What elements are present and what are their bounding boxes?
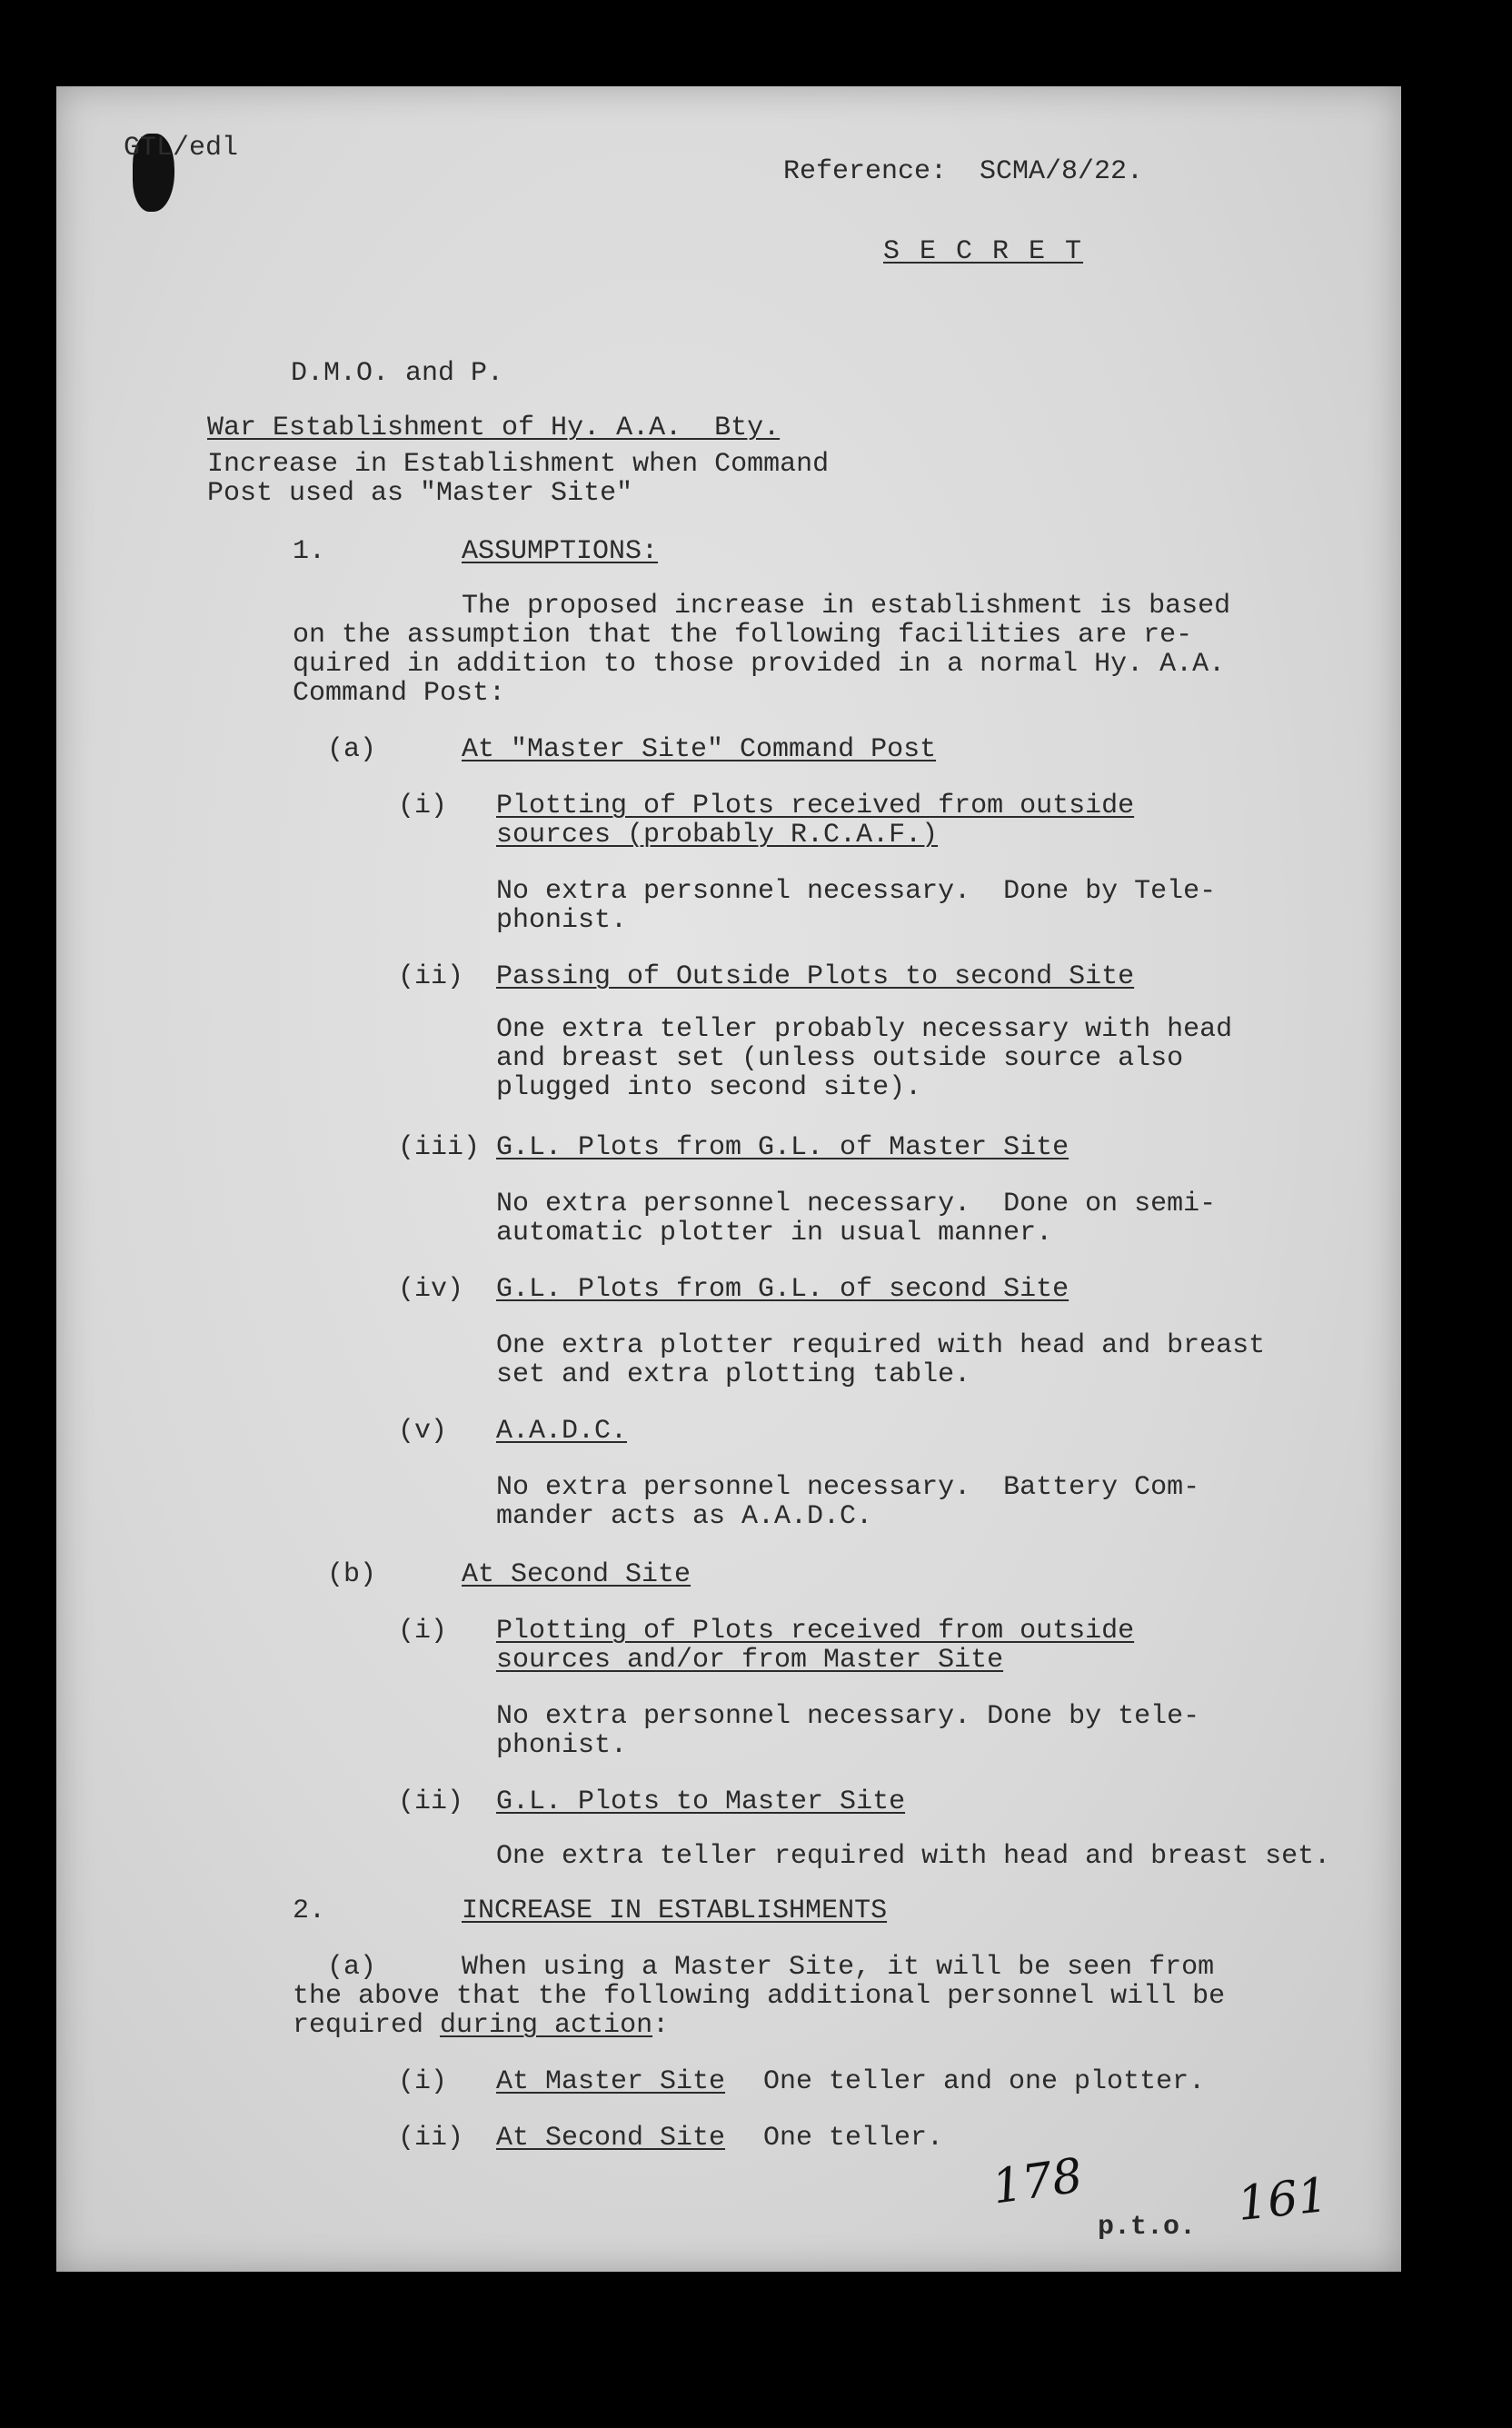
subsection-a-heading: At "Master Site" Command Post [462, 734, 937, 765]
item-title: A.A.D.C. [496, 1416, 628, 1447]
item-title: Plotting of Plots received from outside [496, 1616, 1135, 1647]
subsection-a-label: (a) [327, 734, 377, 765]
section-2-text: the above that the following additional personnel will be [293, 1981, 1226, 2012]
section-2-emphasis: during action [440, 2010, 653, 2041]
section-2-text-lead: required [293, 2010, 441, 2041]
intro-line: on the assumption that the following facilities are re- [293, 620, 1193, 651]
item-text: One extra plotter required with head and breast [496, 1330, 1266, 1361]
item-text: One teller and one plotter. [763, 2066, 1206, 2097]
item-title: At Second Site [496, 2123, 726, 2154]
item-number: (iii) [398, 1132, 481, 1163]
intro-line: The proposed increase in establishment is based [462, 591, 1231, 622]
item-text: No extra personnel necessary. Done on semi- [496, 1189, 1217, 1219]
item-text: set and extra plotting table. [496, 1359, 971, 1390]
section-2-number: 2. [293, 1896, 326, 1926]
item-text: and breast set (unless outside source also [496, 1043, 1184, 1074]
item-title: G.L. Plots from G.L. of second Site [496, 1274, 1069, 1305]
item-number: (i) [398, 2066, 448, 2097]
item-text: phonist. [496, 1730, 628, 1761]
item-number: (i) [398, 1616, 448, 1647]
subsection-b-heading: At Second Site [462, 1559, 691, 1590]
item-text: No extra personnel necessary. Battery Com- [496, 1472, 1200, 1503]
item-number: (i) [398, 791, 448, 821]
item-title: Passing of Outside Plots to second Site [496, 961, 1135, 992]
item-text: No extra personnel necessary. Done by tele- [496, 1701, 1200, 1732]
item-title: sources and/or from Master Site [496, 1645, 1004, 1676]
please-turn-over: p.t.o. [1098, 2212, 1197, 2243]
classification: S E C R E T [883, 236, 1084, 267]
item-number: (v) [398, 1416, 448, 1447]
document-page [56, 86, 1401, 2272]
handwritten-page-number: 178 [989, 2148, 1086, 2215]
item-number: (ii) [398, 1786, 464, 1817]
section-1-heading: ASSUMPTIONS: [462, 536, 659, 567]
item-title: sources (probably R.C.A.F.) [496, 820, 939, 851]
section-2-a-label: (a) [327, 1952, 377, 1983]
item-title: G.L. Plots to Master Site [496, 1786, 906, 1817]
item-title: At Master Site [496, 2066, 726, 2097]
intro-line: Command Post: [293, 678, 506, 709]
section-2-heading: INCREASE IN ESTABLISHMENTS [462, 1896, 888, 1926]
item-text: phonist. [496, 905, 628, 936]
item-text: One extra teller probably necessary with head [496, 1014, 1233, 1045]
item-text: plugged into second site). [496, 1072, 922, 1103]
subject-line-2: Increase in Establishment when Command [207, 449, 830, 480]
initials: GTL/edl [124, 133, 239, 164]
section-2-text-end: : [652, 2010, 670, 2041]
item-number: (iv) [398, 1274, 464, 1305]
handwritten-folio-number: 161 [1235, 2167, 1331, 2233]
item-text: One teller. [763, 2123, 944, 2154]
item-text: No extra personnel necessary. Done by Tele- [496, 876, 1217, 907]
subject-line-3: Post used as "Master Site" [207, 478, 633, 509]
item-text: mander acts as A.A.D.C. [496, 1501, 873, 1532]
item-title: G.L. Plots from G.L. of Master Site [496, 1132, 1069, 1163]
section-1-number: 1. [293, 536, 326, 567]
item-text: automatic plotter in usual manner. [496, 1218, 1053, 1249]
subject-line-1: War Establishment of Hy. A.A. Bty. [207, 413, 781, 443]
addressee: D.M.O. and P. [291, 358, 504, 389]
subsection-b-label: (b) [327, 1559, 377, 1590]
item-title: Plotting of Plots received from outside [496, 791, 1135, 821]
section-2-text: When using a Master Site, it will be seen from [462, 1952, 1215, 1983]
item-number: (ii) [398, 961, 464, 992]
intro-line: quired in addition to those provided in a normal Hy. A.A. [293, 649, 1226, 680]
section-2-text-last [293, 2011, 669, 2040]
reference: Reference: SCMA/8/22. [783, 156, 1144, 187]
item-number: (ii) [398, 2123, 464, 2154]
item-text: One extra teller required with head and breast set. [496, 1841, 1331, 1872]
